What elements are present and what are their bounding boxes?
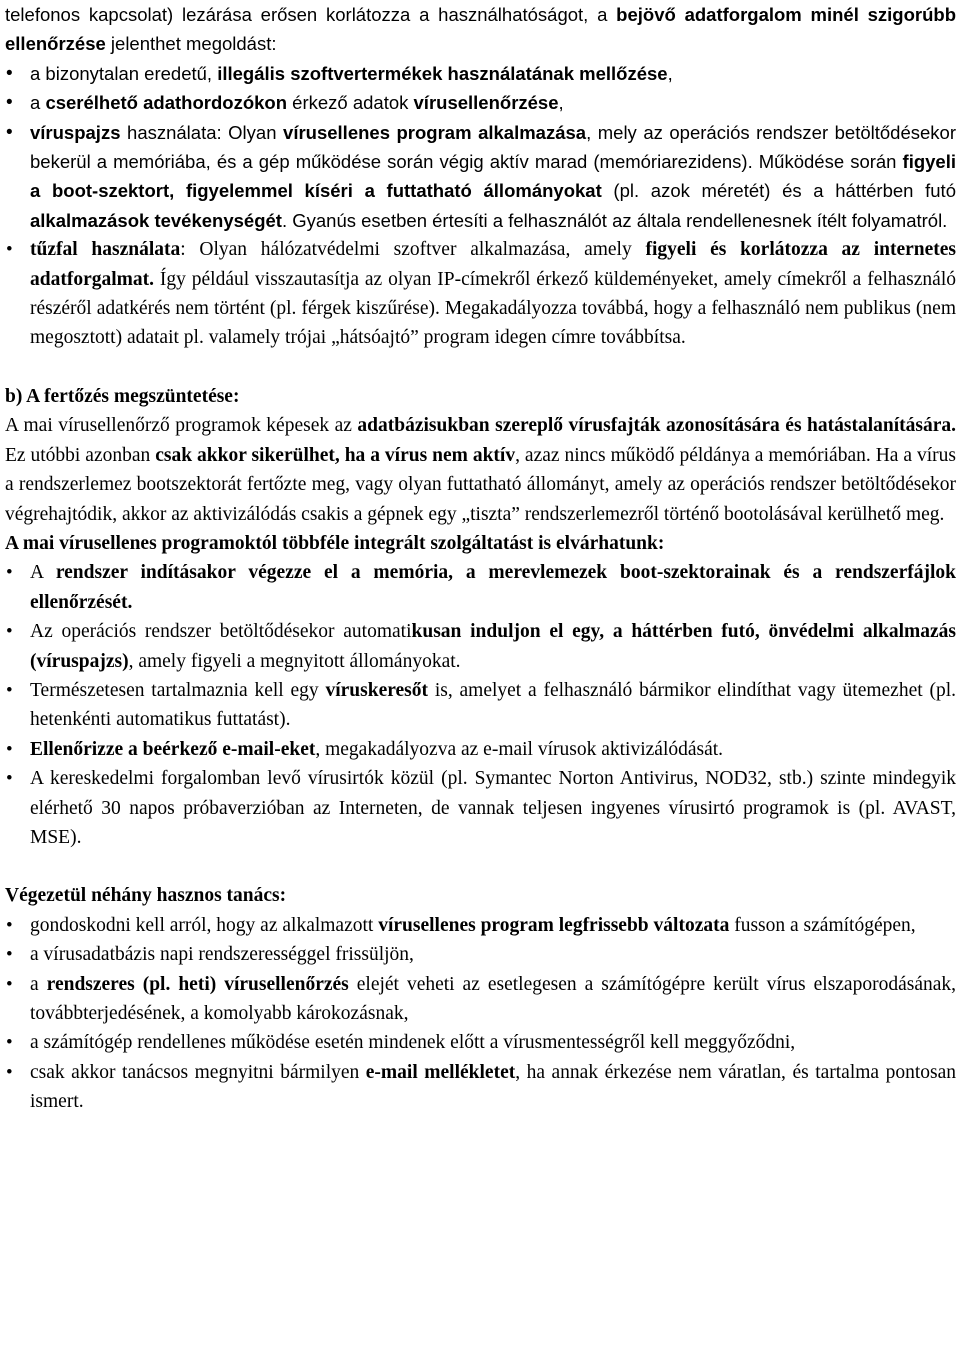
- text: , mely az operációs rendszer betöltődésekor bekerül a memóriába, és a gép működése során végig aktív marad (memóriarezidens). Működése során: [30, 121, 956, 173]
- firewall-list: [5, 235, 956, 353]
- list-item: [5, 235, 956, 353]
- text: érkező adatok: [287, 92, 414, 114]
- bold-text: csak akkor sikerülhet, ha a vírus nem aktív: [155, 444, 516, 466]
- text: A mai vírusellenőrző programok képesek az: [5, 415, 358, 437]
- bold-text: vírusellenőrzése: [413, 92, 559, 114]
- text: a vírusadatbázis napi rendszerességgel frissüljön,: [30, 944, 414, 966]
- list-item: [5, 735, 956, 764]
- section-prevention: [5, 0, 956, 235]
- list-item: [5, 970, 956, 1029]
- intro-paragraph: [5, 0, 956, 59]
- text: ,: [558, 92, 564, 114]
- text: a: [30, 973, 47, 995]
- bold-text: Ellenőrizze a beérkező e-mail-eket: [30, 738, 316, 760]
- text: , amely figyeli a megnyitott állományokat.: [128, 650, 461, 672]
- tips-heading: Végezetül néhány hasznos tanács:: [5, 885, 287, 907]
- text: : Olyan hálózatvédelmi szoftver alkalmazása, amely: [180, 239, 646, 261]
- bold-text: vírusellenes program legfrissebb változata: [378, 914, 730, 936]
- text: , ha annak érkezése nem váratlan, és tartalma pontosan ismert.: [30, 1061, 956, 1113]
- bold-text: tűzfal használata: [30, 239, 181, 261]
- text: (pl. azok méretét) és a háttérben futó: [601, 180, 956, 202]
- text: A kereskedelmi forgalomban levő vírusirtók közül (pl. Symantec Norton Antivirus, NOD32, stb.) szinte mindegyik elérhető 30 napos próbaverzióban az Interneten, de vannak teljesen ingyenes vírusirtó programok is (pl. AVAST, MSE).: [30, 768, 956, 848]
- text: csak akkor tanácsos megnyitni bármilyen: [30, 1061, 366, 1083]
- text: , azaz nincs működő példánya a memóriában. Ha a vírus a rendszerlemez bootszektorát fertőzte meg, vagy olyan futtatható állományt, amely az operációs rendszer betöltődésekor végrehajtódik, akkor az aktivizálódás csakis a gépnek egy „tiszta” rendszerlemezről történő bootolásával kerülhető meg.: [5, 444, 956, 525]
- spacer: [5, 852, 956, 881]
- bold-text: e-mail mellékletet: [365, 1061, 516, 1083]
- text: a bizonytalan eredetű,: [30, 62, 218, 84]
- prevention-list: [5, 59, 956, 235]
- text: elejét veheti az esetlegesen a számítógépre került vírus elszaporodásának, továbbterjedésének, a komolyabb károkozásnak,: [30, 973, 957, 1024]
- bold-text: víruspajzs: [30, 121, 121, 143]
- tips-list: [5, 911, 956, 1117]
- text: használata: Olyan: [120, 121, 284, 143]
- list-item: [5, 1058, 956, 1117]
- list-item: [5, 676, 956, 735]
- text: fusson a számítógépen,: [729, 914, 916, 936]
- list-item: [5, 558, 956, 617]
- list-item: [5, 1028, 956, 1057]
- list-item: [5, 88, 956, 117]
- bold-text: víruskeresőt: [325, 679, 429, 701]
- text: jelenthet megoldást:: [105, 33, 277, 55]
- bold-text: kusan induljon el egy, a háttérben futó, önvédelmi alkalmazás (víruspajzs): [30, 621, 956, 672]
- text: Az operációs rendszer betöltődésekor automati: [30, 621, 412, 643]
- section-heading: b) A fertőzés megszüntetése:: [5, 385, 240, 407]
- bold-text: alkalmazások tevékenységét: [30, 209, 282, 231]
- text: gondoskodni kell arról, hogy az alkalmazott: [30, 914, 379, 936]
- text: is, amelyet a felhasználó bármikor elindíthat vagy ütemezhet (pl. hetenkénti automatikus futtatást).: [30, 679, 956, 731]
- bold-text: adatbázisukban szereplő vírusfajták azonosítására és hatástalanítására.: [357, 415, 956, 437]
- bold-text: figyeli és korlátozza az internetes adatforgalmat.: [30, 239, 956, 290]
- list-item: [5, 911, 956, 940]
- bold-text: cserélhető adathordozókon: [45, 92, 288, 114]
- bold-text: rendszer indításakor végezze el a memória, a merevlemezek boot-szektorainak és a rendszerfájlok ellenőrzését.: [30, 562, 956, 613]
- bold-text: bejövő adatforgalom minél szigorúbb ellenőrzése: [5, 4, 956, 55]
- text: telefonos kapcsolat) lezárása erősen korlátozza a használhatóságot, a: [5, 4, 617, 25]
- bold-text: rendszeres (pl. heti) vírusellenőrzés: [46, 973, 349, 995]
- text: Így például visszautasítja az olyan IP-címekről érkező küldeményeket, amely címekről a felhasználó részéről adatkérés nem történt (pl. férgek kiszűrése). Megakadályozza továbbá, hogy a felhasználó nem publikus (nem megosztott) adatait pl. valamely trójai „hátsóajtó” program idegen címre továbbítsa.: [30, 268, 956, 349]
- text: Természetesen tartalmaznia kell egy: [30, 679, 326, 701]
- list-item: [5, 940, 956, 969]
- bold-text: figyeli a boot-szektort, figyelemmel kíséri a futtatható állományokat: [30, 151, 956, 202]
- list-item: [5, 59, 956, 88]
- text: a: [30, 92, 46, 114]
- section-paragraph: [5, 411, 956, 529]
- list-item: [5, 764, 956, 852]
- text: . Gyanús esetben értesíti a felhasználót az általa rendellenesnek ítélt folyamatról.: [281, 209, 948, 231]
- spacer: [5, 353, 956, 382]
- text: ,: [667, 62, 673, 84]
- expectations-list: [5, 558, 956, 852]
- text: Ez utóbbi azonban: [5, 444, 156, 466]
- text: A: [30, 562, 56, 584]
- list-item: [5, 617, 956, 676]
- bold-text: illegális szoftvertermékek használatának mellőzése: [217, 62, 668, 84]
- expectations-heading: A mai vírusellenes programoktól többféle integrált szolgáltatást is elvárhatunk:: [5, 532, 665, 554]
- text: a számítógép rendellenes működése esetén mindenek előtt a vírusmentességről kell meggyőződni,: [30, 1032, 796, 1054]
- bold-text: vírusellenes program alkalmazása: [283, 121, 587, 143]
- list-item: [5, 118, 956, 236]
- text: , megakadályozva az e-mail vírusok aktivizálódását.: [315, 738, 724, 760]
